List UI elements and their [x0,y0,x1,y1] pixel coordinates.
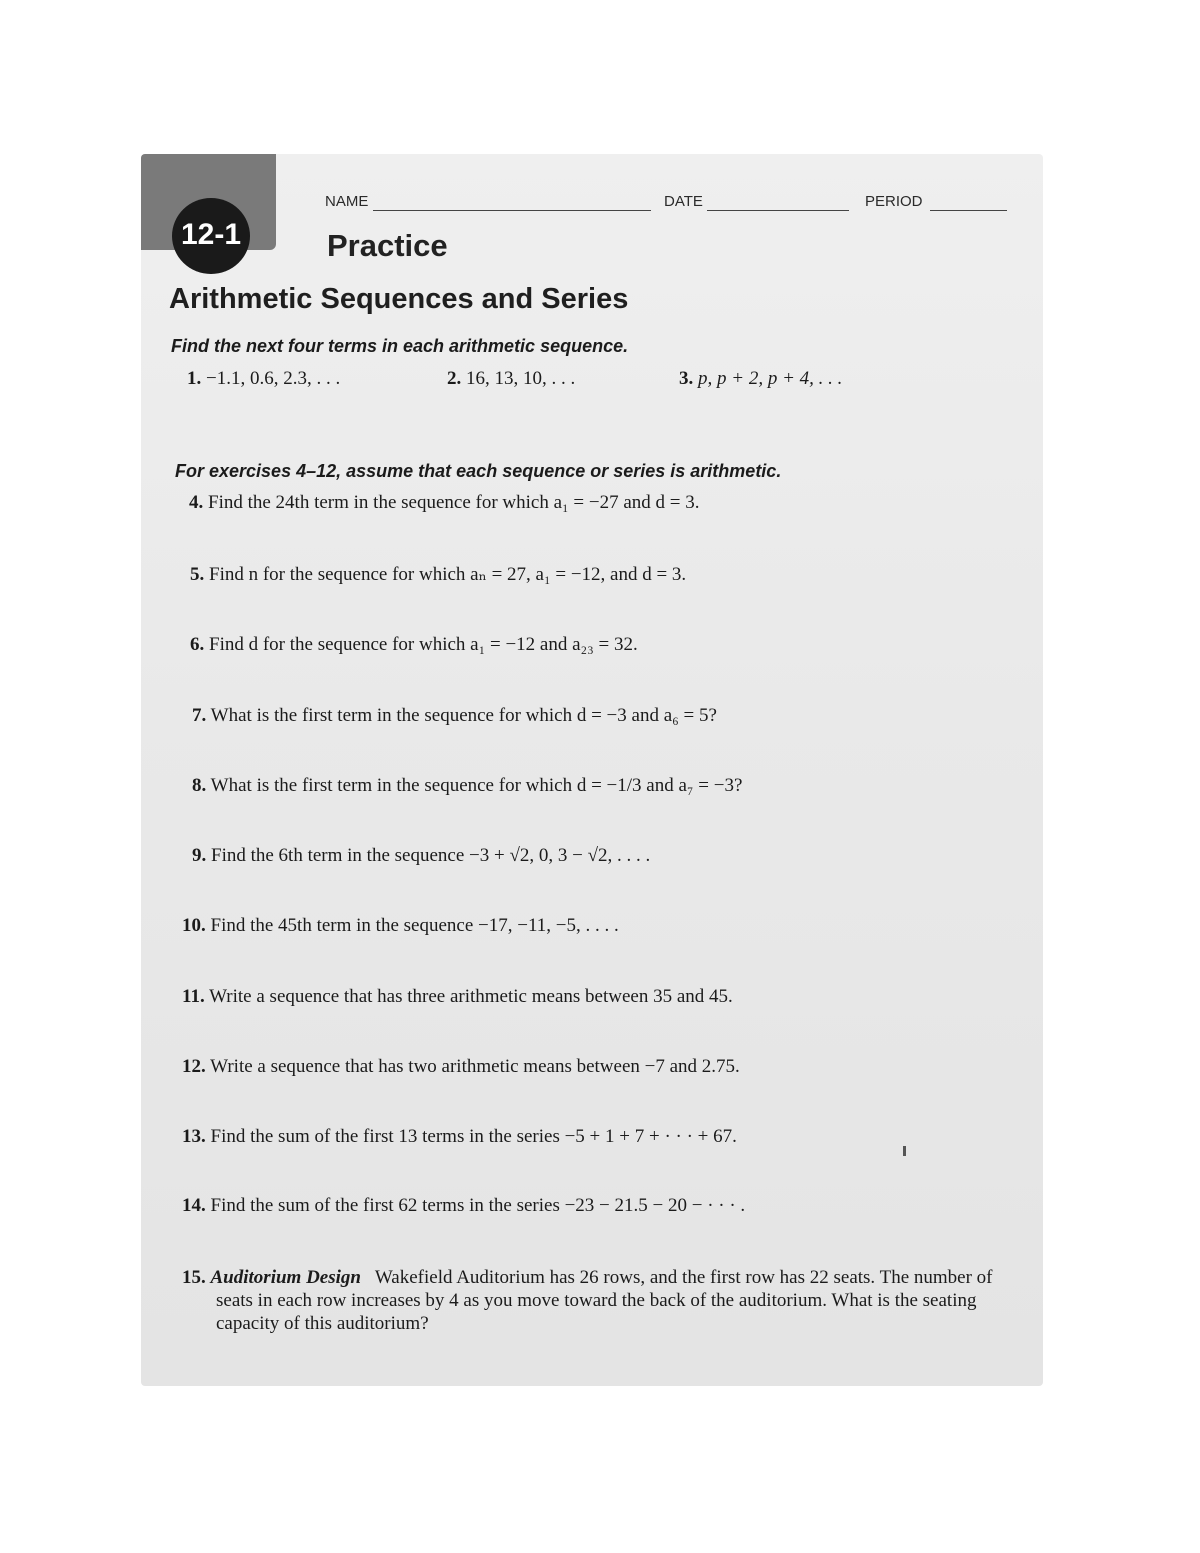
problem-number: 7. [192,705,207,726]
problem-text: Find the 6th term in the sequence −3 + √2, 0, 3 − √2, . . . . [211,845,651,866]
problem-number: 14. [182,1195,206,1216]
problem-text: What is the first term in the sequence for which d = −1/3 and a₇ = −3? [210,775,743,796]
problem-number: 11. [182,986,205,1007]
problem-headline: Auditorium Design [210,1267,361,1288]
worksheet-page [141,154,1043,1386]
problem-8 [192,775,742,797]
date-label: DATE [664,193,703,210]
problem-number: 1. [187,368,202,389]
problem-number: 2. [447,368,462,389]
problem-7 [192,705,717,727]
problem-1 [187,368,340,390]
problem-9 [192,845,650,867]
problem-text: Wakefield Auditorium has 26 rows, and the first row has 22 seats. The number of seats in each row increases by 4 as you move toward the back of the auditorium. What is the seating capacity of this auditorium? [216,1267,993,1334]
date-line[interactable] [707,210,849,211]
problem-number: 12. [182,1056,206,1077]
problem-text: 16, 13, 10, . . . [466,368,576,389]
period-line[interactable] [930,210,1007,211]
lesson-badge: 12-1 [172,198,250,274]
problem-number: 6. [190,634,205,655]
problem-15-body [182,1266,1002,1335]
problem-text: −1.1, 0.6, 2.3, . . . [206,368,341,389]
problem-5 [190,563,686,586]
problem-number: 5. [190,564,205,585]
problem-number: 9. [192,845,207,866]
problem-number: 4. [189,492,204,513]
period-label: PERIOD [865,193,923,210]
problem-text: Write a sequence that has two arithmetic means between −7 and 2.75. [210,1056,740,1077]
problem-13 [182,1126,737,1148]
problem-text: What is the first term in the sequence for which d = −3 and a₆ = 5? [210,705,717,726]
problem-3 [679,368,842,390]
problem-15 [182,1266,1002,1335]
problem-number: 8. [192,775,207,796]
instruction-next-terms: Find the next four terms in each arithmetic sequence. [171,336,629,356]
problem-text: Write a sequence that has three arithmetic means between 35 and 45. [209,986,733,1007]
problem-10 [182,915,619,937]
problem-text: Find the 24th term in the sequence for which a₁ = −27 and d = 3. [208,492,700,513]
problem-number: 15. [182,1267,206,1288]
problem-14 [182,1195,745,1217]
problem-4 [189,492,700,514]
problem-2 [447,368,575,390]
stray-mark [903,1146,906,1156]
lesson-title: Arithmetic Sequences and Series [169,283,629,315]
problem-text: p, p + 2, p + 4, . . . [698,368,843,389]
problem-text: Find the 45th term in the sequence −17, −11, −5, . . . . [210,915,619,936]
problem-text: Find d for the sequence for which a₁ = −12 and a₂₃ = 32. [209,634,638,655]
problem-text: Find the sum of the first 62 terms in the series −23 − 21.5 − 20 − · · · . [210,1195,746,1216]
problem-text: Find n for the sequence for which aₙ = 27, a₁ = −12, and d = 3. [209,564,687,585]
instruction-assume-arithmetic: For exercises 4–12, assume that each sequence or series is arithmetic. [175,461,782,481]
problem-6 [190,634,638,656]
problem-number: 13. [182,1126,206,1147]
problem-number: 10. [182,915,206,936]
name-line[interactable] [373,210,651,211]
problem-12 [182,1056,740,1078]
problem-number: 3. [679,368,694,389]
problem-11 [182,986,733,1008]
problem-text: Find the sum of the first 13 terms in the series −5 + 1 + 7 + · · · + 67. [210,1126,737,1147]
name-label: NAME [325,193,369,210]
practice-heading: Practice [327,228,448,263]
